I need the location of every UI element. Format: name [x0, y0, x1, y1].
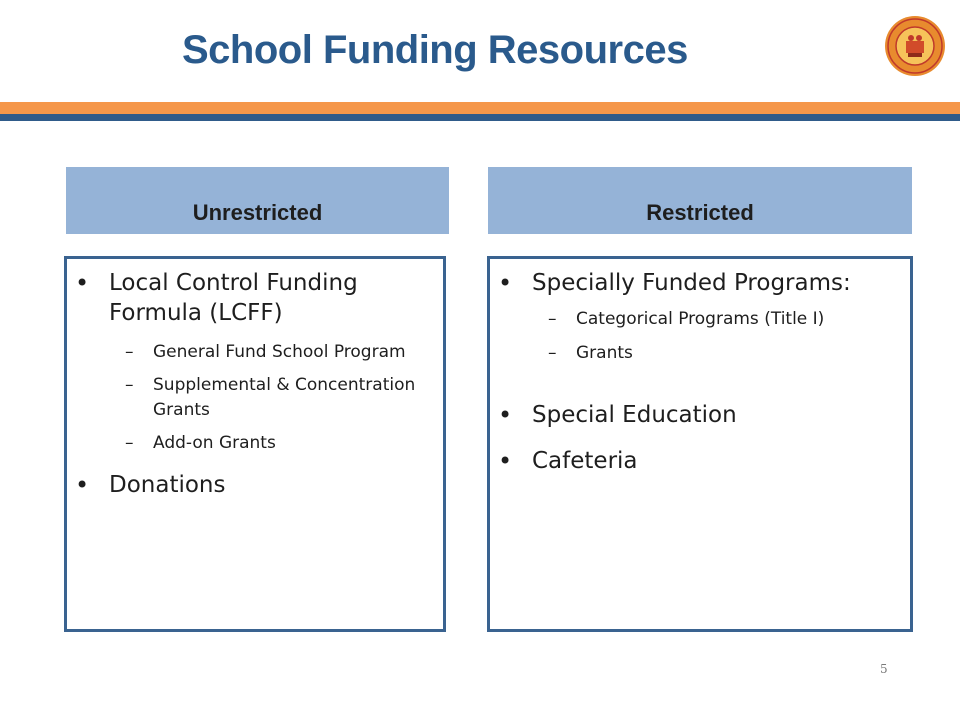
restricted-header-label: Restricted: [646, 200, 754, 225]
restricted-list: [490, 259, 910, 476]
unrestricted-header: [66, 167, 449, 234]
unrestricted-box: [64, 256, 446, 632]
restricted-box: [487, 256, 913, 632]
lausd-seal-logo: [884, 15, 946, 77]
sub-item-grants: – Grants: [490, 341, 910, 366]
accent-bar-orange: [0, 102, 960, 114]
slide-title: School Funding Resources: [182, 28, 688, 72]
list-item-lcff: • Local Control Funding Formula (LCFF): [67, 268, 443, 328]
accent-bar-blue: [0, 114, 960, 121]
page-number: 5: [880, 662, 888, 676]
list-item-cafeteria: • Cafeteria: [490, 446, 910, 476]
list-item-special-education: • Special Education: [490, 400, 910, 430]
restricted-header: [488, 167, 912, 234]
sub-item-categorical: – Categorical Programs (Title I): [490, 307, 910, 332]
sub-item-add-on: – Add-on Grants: [67, 431, 443, 456]
list-item-specially-funded: • Specially Funded Programs:: [490, 268, 910, 298]
unrestricted-header-label: Unrestricted: [192, 200, 323, 225]
list-item-donations: • Donations: [67, 470, 443, 500]
sub-item-general-fund: – General Fund School Program: [67, 340, 443, 365]
unrestricted-list: [67, 259, 443, 500]
sub-item-supplemental: – Supplemental & Concentration Grants: [67, 373, 443, 423]
